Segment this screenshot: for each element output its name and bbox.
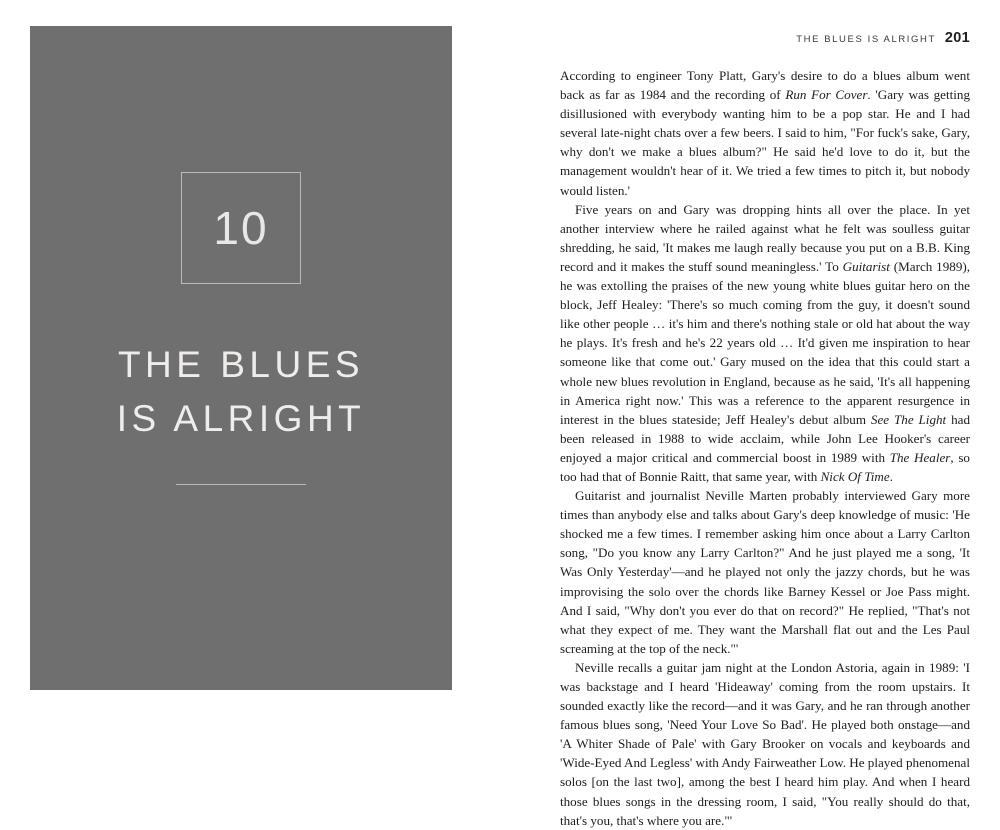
paragraph: Neville recalls a guitar jam night at the London Astoria, again in 1989: 'I was backstage and I heard 'Hideaway' coming from the room upstairs. It sounded exactly like the record—and it was Gary, and he ran through another famous blues song, 'Need Your Love So Bad'. He played both onstage—and 'A Whiter Shade of Pale' with Gary Brooker on vocals and keyboards and 'Wide-Eyed And Legless' with Andy Fairweather Low. He played phenomenal solos [on the last two], among the best I heard him play. And when I heard those blues songs in the dressing room, I said, "You really should do that, that's you, that's where you are."' [560, 659, 970, 828]
running-head [796, 30, 970, 46]
chapter-title-line-2: IS ALRIGHT [116, 397, 366, 439]
paragraph: Guitarist and journalist Neville Marten probably interviewed Gary more times than anybody else and talks about Gary's deep knowledge of music: 'He shocked me a few times. I remember asking him once about a Larry Carlton song, "Do you know any Larry Carlton?" And he just played me a song, 'It Was Only Yesterday'—and he played not only the jazzy chords, but he was improvising the solo over the chords like Barney Kessel or Joe Pass might. And I said, "Why don't you ever do that on record?" He replied, "That's not what they expect of me. They want the Marshall flat out and the Les Paul screaming at the top of the neck."' [560, 488, 970, 656]
paragraph: According to engineer Tony Platt, Gary's desire to do a blues album went back as far as 1984 and the recording of Run For Cover. 'Gary was getting disillusioned with everybody wanting him to be a pop star. He and I had several late-night chats over a few beers. I said to him, "For fuck's sake, Gary, why don't we make a blues album?" He said he'd love to do it, but the management wouldn't hear of it. We tried a few times to pitch it, but nobody would listen.' [560, 68, 970, 198]
body-text-page [560, 26, 970, 828]
chapter-number-box [181, 172, 301, 284]
running-head-title: THE BLUES IS ALRIGHT [796, 34, 936, 45]
chapter-divider-rule [176, 484, 306, 485]
chapter-opener-page [30, 26, 452, 690]
body-text-column [560, 66, 970, 830]
paragraph: Five years on and Gary was dropping hints all over the place. In yet another interview where he railed against what he felt was soulless guitar shredding, he said, 'It makes me laugh really because you put on a B.B. King record and it makes the stuff sound meaningless.' To Guitarist (March 1989), he was extolling the praises of the new young white blues guitar hero on the block, Jeff Healey: 'There's so much coming from the guy, it doesn't sound like other people … it's him and there's nothing stale or old hat about the way he plays. It's fresh and he's 22 years old … It'd given me inspiration to hear someone like that come out.' Gary mused on the idea that this could start a whole new blues revolution in England, because as he said, 'It's all happening in America right now.' This was a reference to the apparent resurgence in interest in the blues stateside; Jeff Healey's debut album See The Light had been released in 1988 to wide acclaim, while John Lee Hooker's career enjoyed a major critical and commercial boost in 1989 with The Healer, so too had that of Bonnie Raitt, that same year, with Nick Of Time. [560, 201, 970, 484]
chapter-title [30, 338, 452, 445]
chapter-title-line-1: THE BLUES [117, 344, 365, 385]
page-number: 201 [944, 30, 970, 46]
chapter-number: 10 [213, 202, 269, 254]
